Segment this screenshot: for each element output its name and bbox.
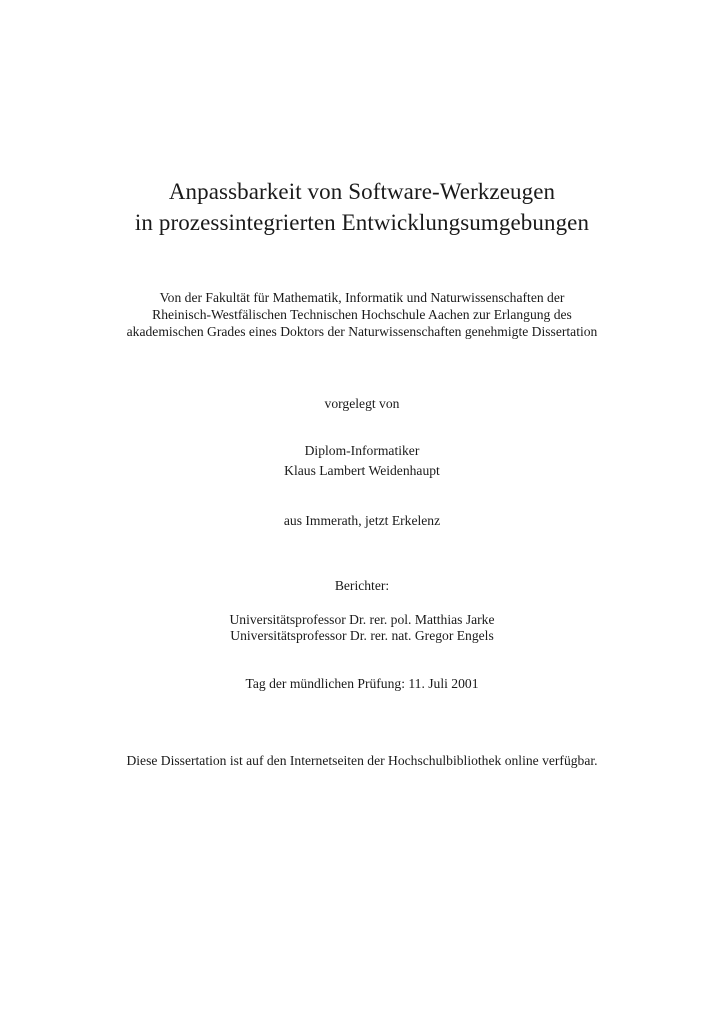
reviewer-1: Universitätsprofessor Dr. rer. pol. Matthias Jarke	[229, 612, 495, 627]
faculty-statement-line-1: Von der Fakultät für Mathematik, Informatik und Naturwissenschaften der	[159, 290, 565, 305]
faculty-statement-line-2: Rheinisch-Westfälischen Technischen Hochschule Aachen zur Erlangung des	[152, 307, 572, 322]
exam-date: Tag der mündlichen Prüfung: 11. Juli 2001	[245, 676, 479, 691]
author-origin: aus Immerath, jetzt Erkelenz	[283, 513, 441, 528]
document-title-line-2: in prozessintegrierten Entwicklungsumgebungen	[134, 210, 590, 235]
reviewers-label: Berichter:	[334, 578, 390, 593]
submitted-by-label: vorgelegt von	[324, 396, 400, 411]
faculty-statement-line-3: akademischen Grades eines Doktors der Naturwissenschaften genehmigte Dissertation	[126, 324, 598, 339]
reviewer-2: Universitätsprofessor Dr. rer. nat. Gregor Engels	[230, 628, 494, 643]
author-degree: Diplom-Informatiker	[304, 443, 420, 458]
author-name: Klaus Lambert Weidenhaupt	[284, 463, 440, 478]
availability-note: Diese Dissertation ist auf den Internetseiten der Hochschulbibliothek online verfügbar.	[126, 753, 598, 768]
document-title-line-1: Anpassbarkeit von Software-Werkzeugen	[168, 179, 556, 204]
